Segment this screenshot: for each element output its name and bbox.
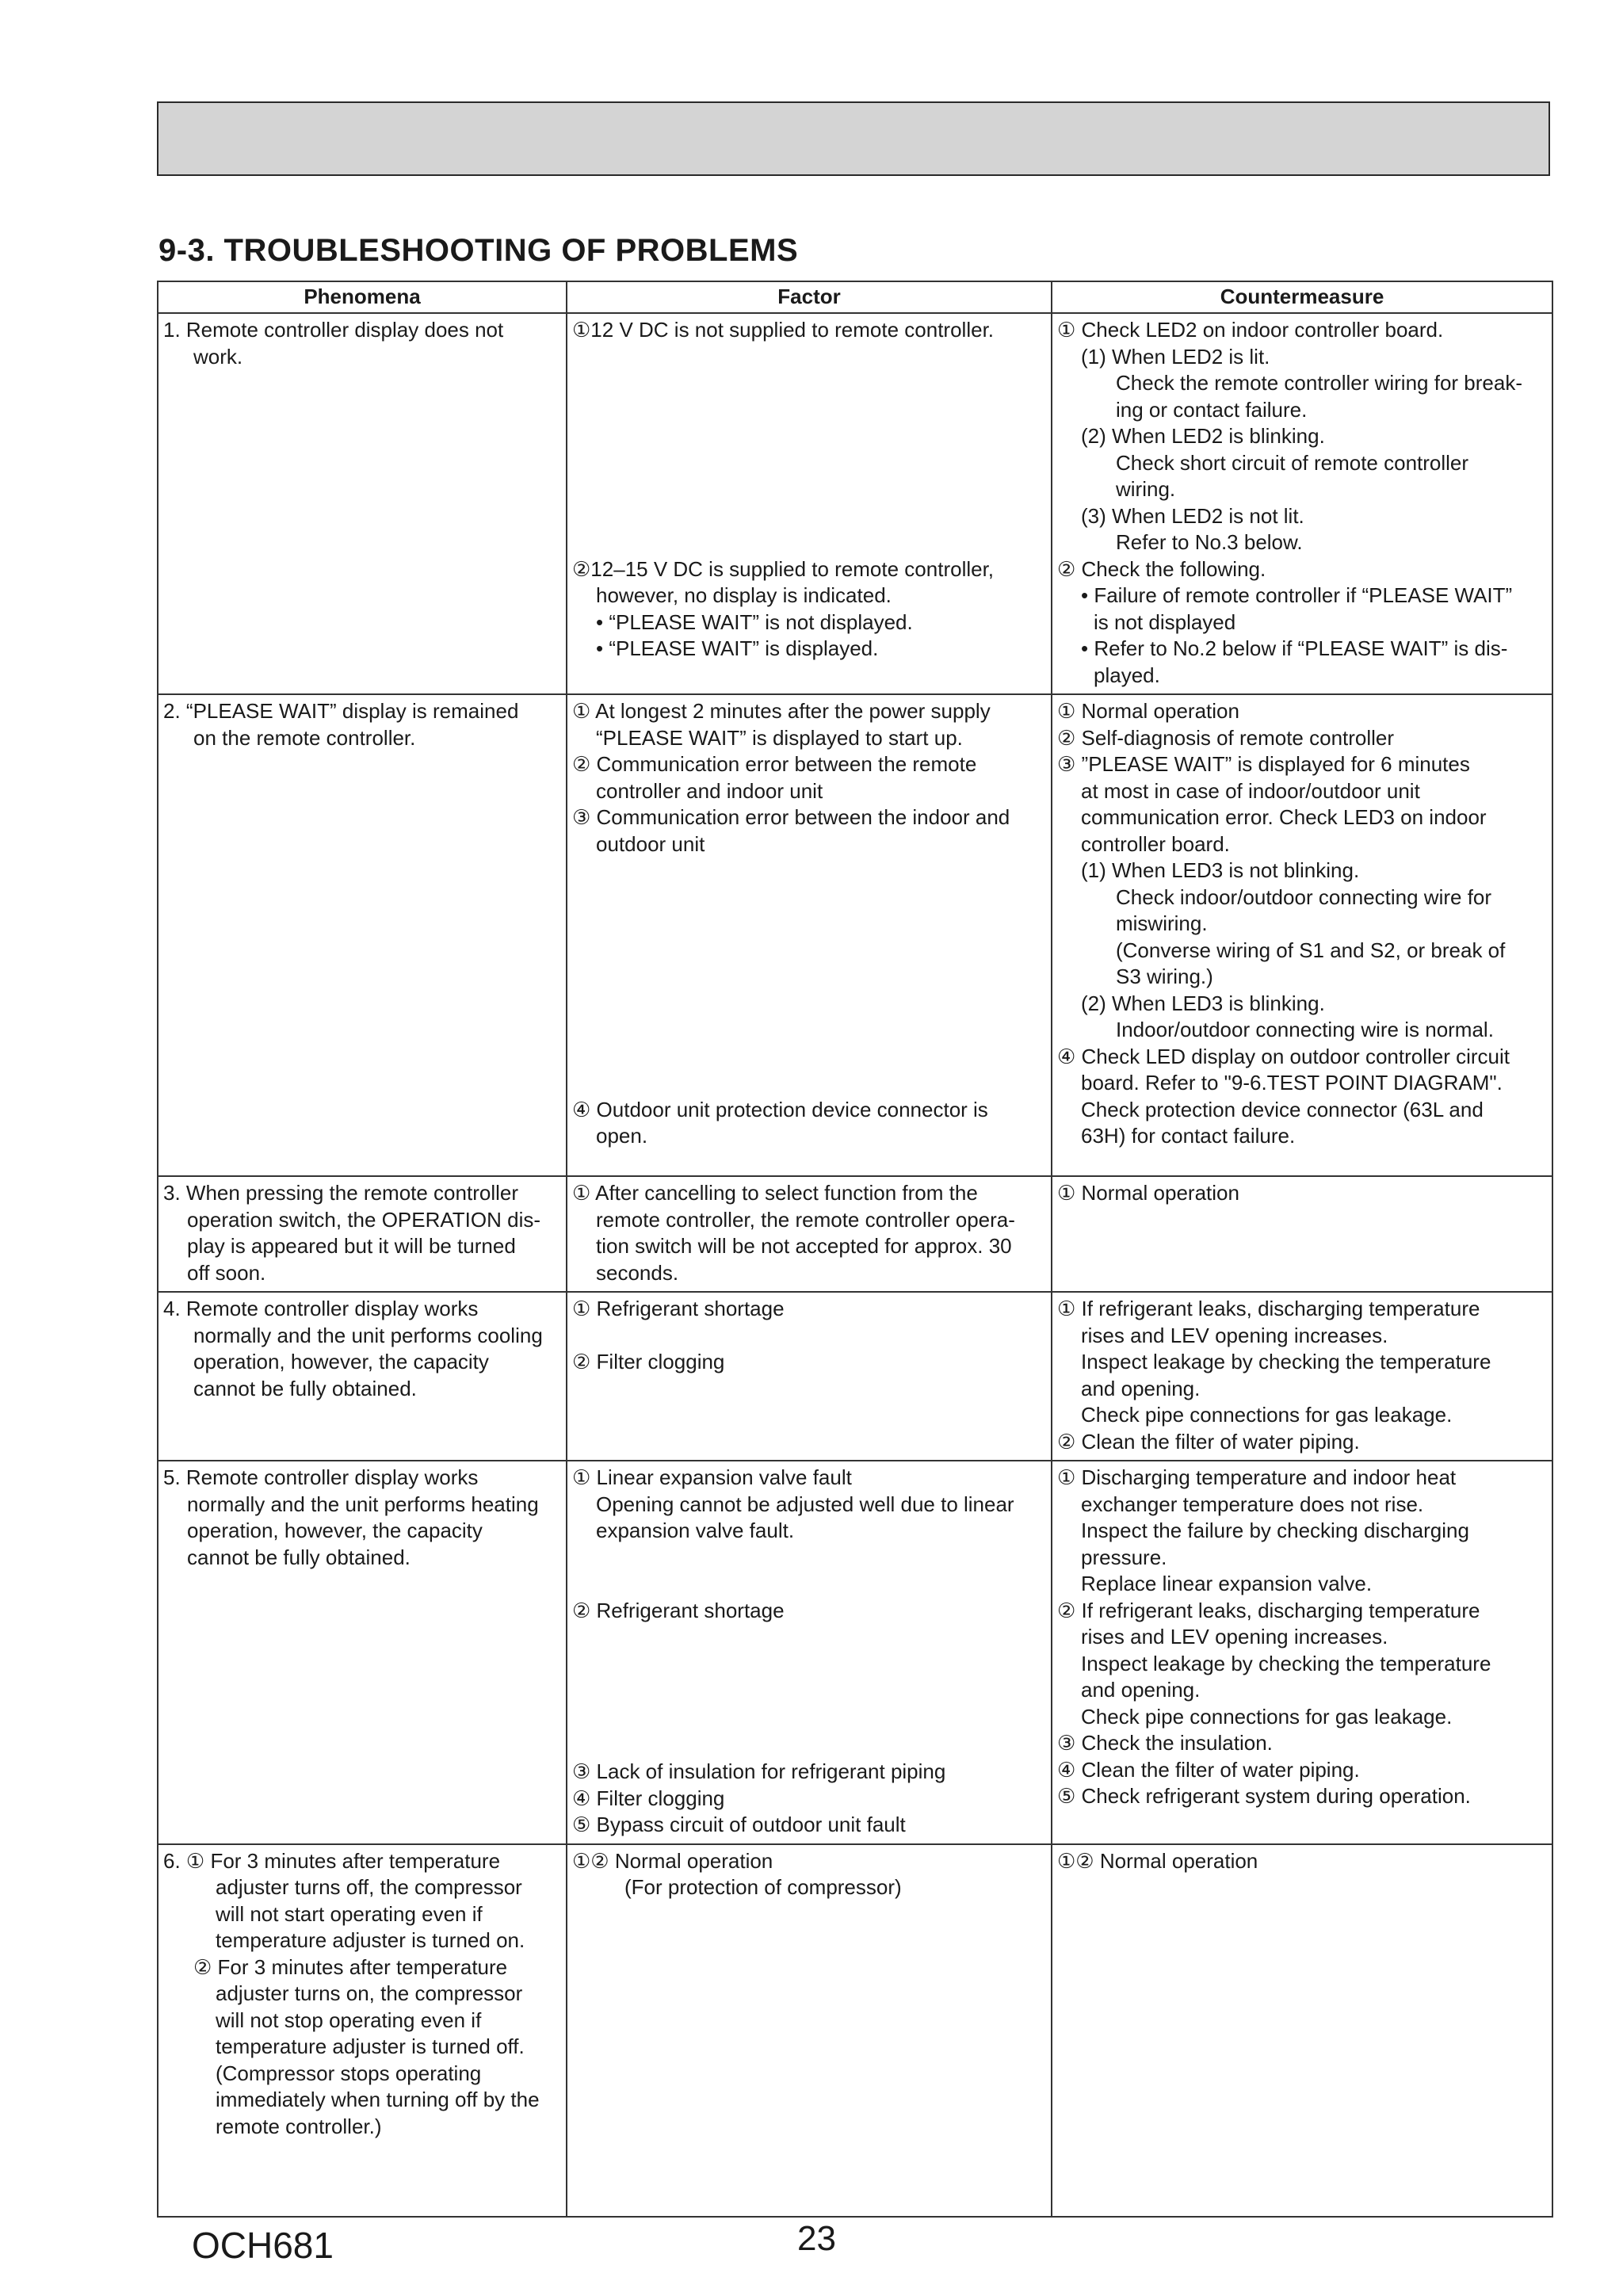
phenomena-cell [158,1461,567,1844]
text-line: Indoor/outdoor connecting wire is normal. [1116,1018,1494,1041]
text-line: ③ Check the insulation. [1057,1731,1273,1755]
text-line: Opening cannot be adjusted well due to linear [596,1492,1014,1516]
text-line: tion switch will be not accepted for approx. 30 [596,1234,1012,1258]
text-line: Check short circuit of remote controller [1116,450,1469,475]
footer-model-number: OCH681 [192,2225,334,2266]
text-line: exchanger temperature does not rise. [1081,1492,1424,1516]
countermeasure-cell [1052,1844,1552,2217]
text-line: Replace linear expansion valve. [1081,1572,1373,1595]
text-line: ② Communication error between the remote [572,752,977,776]
text-line: ①12 V DC is not supplied to remote controller. [572,318,995,342]
text-line: remote controller.) [216,2114,382,2138]
text-line: adjuster turns off, the compressor [216,1875,522,1899]
text-line: 1. Remote controller display does not [163,318,504,342]
text-line: operation switch, the OPERATION dis- [187,1207,541,1232]
text-line: 3. When pressing the remote controller [163,1181,518,1205]
text-line: ① Discharging temperature and indoor heat [1057,1465,1457,1489]
phenomena-cell [158,1292,567,1461]
text-line: Refer to No.3 below. [1116,530,1303,554]
text-line: 6. ① For 3 minutes after temperature [163,1848,501,1873]
text-line: controller and indoor unit [596,778,823,803]
text-line: ① Normal operation [1057,699,1239,723]
text-line: Inspect the failure by checking discharging [1081,1519,1469,1542]
header-bar [157,101,1550,176]
factor-cell [567,1292,1052,1461]
text-line: remote controller, the remote controller opera- [596,1207,1015,1232]
text-line: communication error. Check LED3 on indoor [1081,805,1487,829]
header-phenomena: Phenomena [158,281,567,313]
text-line: operation, however, the capacity [193,1350,489,1373]
text-line: (1) When LED3 is not blinking. [1081,858,1360,882]
text-line: ① Check LED2 on indoor controller board. [1057,318,1444,342]
phenomena-cell [158,1176,567,1292]
text-line: (Converse wiring of S1 and S2, or break of [1116,938,1506,962]
text-line: Check pipe connections for gas leakage. [1081,1403,1453,1427]
footer-page-number: 23 [797,2219,836,2258]
text-line: ③ Lack of insulation for refrigerant piping [572,1759,946,1783]
text-line: ① Refrigerant shortage [572,1297,785,1320]
table-row [158,694,1552,1176]
text-line: will not stop operating even if [216,2008,482,2032]
table-row [158,1844,1552,2217]
text-line: board. Refer to "9-6.TEST POINT DIAGRAM". [1081,1071,1503,1095]
text-line: normally and the unit performs heating [187,1492,539,1516]
text-line: immediately when turning off by the [216,2088,540,2111]
text-line: ② Check the following. [1057,556,1266,581]
text-line: ①② Normal operation [572,1848,773,1873]
text-line: (For protection of compressor) [624,1875,902,1899]
factor-cell [567,1461,1052,1844]
text-line: ② Refrigerant shortage [572,1598,785,1622]
factor-cell [567,694,1052,1176]
countermeasure-cell [1052,313,1552,694]
troubleshooting-table [157,281,1553,2218]
text-line: outdoor unit [596,831,705,856]
text-line: temperature adjuster is turned on. [216,1928,525,1952]
text-line: ① Linear expansion valve fault [572,1465,852,1489]
text-line: (3) When LED2 is not lit. [1081,503,1304,528]
factor-cell [567,313,1052,694]
text-line: open. [596,1124,648,1148]
text-line: cannot be fully obtained. [187,1545,411,1569]
text-line: at most in case of indoor/outdoor unit [1081,778,1420,803]
text-line: • Refer to No.2 below if “PLEASE WAIT” is dis- [1081,636,1508,660]
text-line: on the remote controller. [193,725,416,750]
text-line: and opening. [1081,1376,1201,1400]
countermeasure-cell [1052,1461,1552,1844]
phenomena-cell [158,313,567,694]
text-line: operation, however, the capacity [187,1519,483,1542]
text-line: ① After cancelling to select function from the [572,1181,978,1205]
text-line: normally and the unit performs cooling [193,1323,543,1347]
text-line: off soon. [187,1260,266,1285]
text-line: rises and LEV opening increases. [1081,1323,1388,1347]
text-line: will not start operating even if [216,1901,483,1926]
table-row [158,1292,1552,1461]
text-line: ② Filter clogging [572,1350,725,1373]
text-line: Check the remote controller wiring for break- [1116,371,1522,395]
text-line: played. [1094,663,1160,687]
text-line: and opening. [1081,1678,1201,1702]
text-line: Inspect leakage by checking the temperature [1081,1651,1491,1675]
text-line: temperature adjuster is turned off. [216,2034,525,2058]
phenomena-cell [158,1844,567,2217]
text-line: ⑤ Bypass circuit of outdoor unit fault [572,1813,906,1836]
text-line: ④ Check LED display on outdoor controller circuit [1057,1044,1510,1068]
text-line: cannot be fully obtained. [193,1376,417,1400]
text-line: ④ Clean the filter of water piping. [1057,1757,1360,1782]
phenomena-cell [158,694,567,1176]
text-line: Check indoor/outdoor connecting wire for [1116,884,1492,909]
text-line: pressure. [1081,1545,1167,1569]
countermeasure-cell [1052,694,1552,1176]
section-title: 9-3. TROUBLESHOOTING OF PROBLEMS [158,233,799,268]
text-line: • “PLEASE WAIT” is displayed. [596,636,879,660]
text-line: miswiring. [1116,911,1208,935]
header-countermeasure: Countermeasure [1052,281,1552,313]
factor-cell [567,1844,1052,2217]
text-line: ②12–15 V DC is supplied to remote controller, [572,556,995,581]
text-line: “PLEASE WAIT” is displayed to start up. [596,725,963,750]
factor-cell [567,1176,1052,1292]
text-line: ① If refrigerant leaks, discharging temperature [1057,1297,1480,1320]
text-line: Check pipe connections for gas leakage. [1081,1704,1453,1729]
text-line: ing or contact failure. [1116,397,1308,422]
text-line: adjuster turns on, the compressor [216,1981,523,2005]
text-line: however, no display is indicated. [596,583,892,607]
text-line: 5. Remote controller display works [163,1465,479,1489]
text-line: (2) When LED2 is blinking. [1081,424,1325,448]
text-line: work. [193,344,243,369]
text-line: ① Normal operation [1057,1181,1239,1205]
text-line: (1) When LED2 is lit. [1081,344,1270,369]
countermeasure-cell [1052,1176,1552,1292]
text-line: ② Self-diagnosis of remote controller [1057,725,1395,750]
text-line: controller board. [1081,831,1230,856]
text-line: 2. “PLEASE WAIT” display is remained [163,699,519,723]
text-line: • “PLEASE WAIT” is not displayed. [596,609,913,634]
text-line: ② For 3 minutes after temperature [193,1954,508,1979]
text-line: rises and LEV opening increases. [1081,1625,1388,1648]
text-line: ② Clean the filter of water piping. [1057,1429,1360,1454]
text-line: Check protection device connector (63L and [1081,1097,1484,1121]
text-line: seconds. [596,1260,679,1285]
text-line: ④ Outdoor unit protection device connector is [572,1097,988,1121]
text-line: is not displayed [1094,609,1236,634]
table-header-row [158,281,1552,313]
text-line: expansion valve fault. [596,1519,795,1542]
text-line: (2) When LED3 is blinking. [1081,991,1325,1015]
text-line: (Compressor stops operating [216,2061,482,2085]
header-factor: Factor [567,281,1052,313]
text-line: wiring. [1116,477,1176,501]
text-line: S3 wiring.) [1116,965,1213,988]
table-row [158,1176,1552,1292]
text-line: ① At longest 2 minutes after the power supply [572,699,991,723]
text-line: ①② Normal operation [1057,1848,1258,1873]
text-line: 63H) for contact failure. [1081,1124,1296,1148]
text-line: 4. Remote controller display works [163,1297,479,1320]
text-line: ③ Communication error between the indoor and [572,805,1010,829]
text-line: • Failure of remote controller if “PLEASE WAIT” [1081,583,1513,607]
text-line: ④ Filter clogging [572,1786,725,1810]
table-row [158,1461,1552,1844]
text-line: Inspect leakage by checking the temperature [1081,1350,1491,1373]
text-line: ⑤ Check refrigerant system during operation. [1057,1784,1471,1808]
text-line: ② If refrigerant leaks, discharging temperature [1057,1598,1480,1622]
countermeasure-cell [1052,1292,1552,1461]
table-row [158,313,1552,694]
text-line: play is appeared but it will be turned [187,1234,516,1258]
text-line: ③ ”PLEASE WAIT” is displayed for 6 minutes [1057,752,1470,776]
